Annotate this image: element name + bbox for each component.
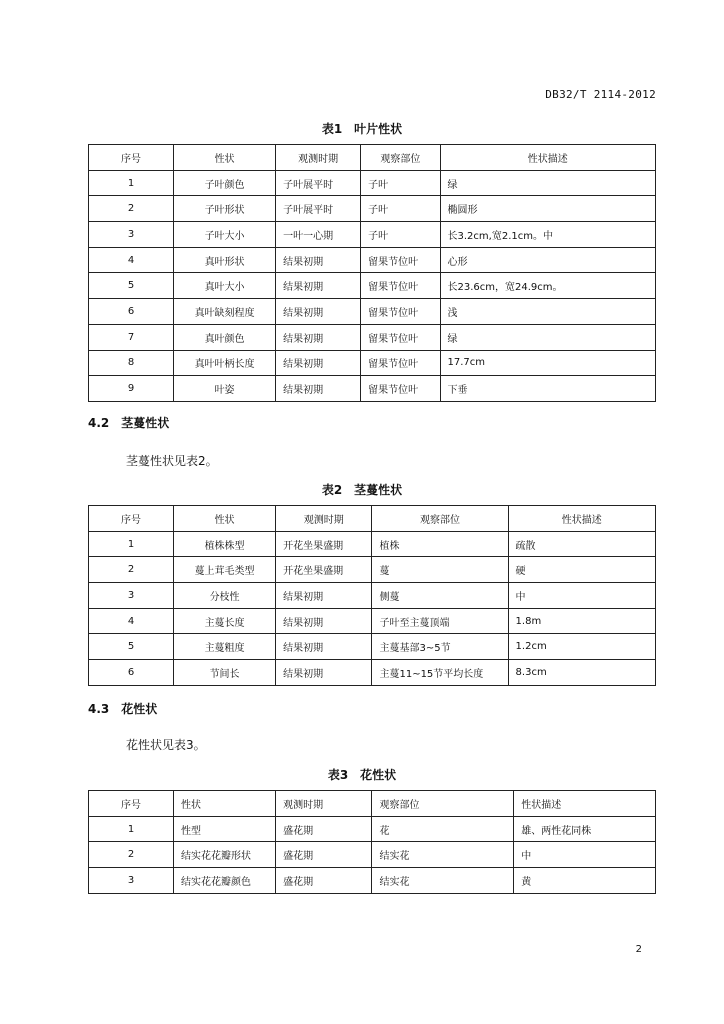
cell-description: 17.7cm xyxy=(440,350,655,376)
cell-description: 下垂 xyxy=(440,376,655,402)
table-header-row xyxy=(89,791,656,817)
column-header-observation-part: 观察部位 xyxy=(372,791,514,817)
cell-trait: 主蔓粗度 xyxy=(174,634,276,660)
table-row xyxy=(89,170,656,196)
cell-index: 4 xyxy=(89,608,174,634)
cell-index: 5 xyxy=(89,634,174,660)
cell-index: 5 xyxy=(89,273,174,299)
section-4-3-heading: 4.3 花性状 xyxy=(88,702,158,716)
cell-trait: 主蔓长度 xyxy=(174,608,276,634)
cell-observation-part: 子叶 xyxy=(361,222,440,248)
cell-observation-part: 子叶 xyxy=(361,196,440,222)
cell-observation-part: 植株 xyxy=(372,531,508,557)
table-row xyxy=(89,557,656,583)
cell-observation-part: 蔓 xyxy=(372,557,508,583)
leaf-traits-table xyxy=(88,144,656,402)
cell-description: 绿 xyxy=(440,170,655,196)
cell-trait: 子叶形状 xyxy=(174,196,276,222)
cell-description: 8.3cm xyxy=(508,660,655,686)
cell-trait: 蔓上茸毛类型 xyxy=(174,557,276,583)
cell-observation-period: 结果初期 xyxy=(276,299,361,325)
cell-observation-period: 盛花期 xyxy=(276,868,372,894)
table-row xyxy=(89,273,656,299)
cell-observation-period: 开花坐果盛期 xyxy=(276,531,372,557)
cell-observation-period: 结果初期 xyxy=(276,608,372,634)
column-header-index: 序号 xyxy=(89,506,174,532)
cell-trait: 真叶颜色 xyxy=(174,324,276,350)
page-number: 2 xyxy=(635,944,642,955)
cell-trait: 叶姿 xyxy=(174,376,276,402)
cell-index: 2 xyxy=(89,196,174,222)
column-header-observation-period: 观测时期 xyxy=(276,145,361,171)
cell-description: 心形 xyxy=(440,247,655,273)
cell-observation-part: 花 xyxy=(372,816,514,842)
table-row xyxy=(89,247,656,273)
column-header-trait: 性状 xyxy=(174,506,276,532)
cell-observation-period: 结果初期 xyxy=(276,350,361,376)
table-header-row xyxy=(89,145,656,171)
cell-index: 1 xyxy=(89,170,174,196)
cell-trait: 节间长 xyxy=(174,660,276,686)
section-4-2-text: 茎蔓性状见表2。 xyxy=(126,454,218,468)
column-header-trait: 性状 xyxy=(174,145,276,171)
cell-observation-part: 留果节位叶 xyxy=(361,324,440,350)
column-header-description: 性状描述 xyxy=(508,506,655,532)
table1-caption: 表1 叶片性状 xyxy=(321,122,403,136)
table2-caption: 表2 茎蔓性状 xyxy=(321,483,403,497)
table-row xyxy=(89,608,656,634)
section-4-2-heading: 4.2 茎蔓性状 xyxy=(88,416,170,430)
cell-index: 1 xyxy=(89,531,174,557)
cell-observation-period: 盛花期 xyxy=(276,842,372,868)
cell-trait: 真叶形状 xyxy=(174,247,276,273)
cell-index: 7 xyxy=(89,324,174,350)
section-4-3-text: 花性状见表3。 xyxy=(126,738,206,752)
cell-index: 2 xyxy=(89,842,174,868)
cell-description: 浅 xyxy=(440,299,655,325)
cell-observation-period: 结果初期 xyxy=(276,634,372,660)
column-header-observation-part: 观察部位 xyxy=(372,506,508,532)
cell-observation-part: 留果节位叶 xyxy=(361,273,440,299)
flower-traits-table xyxy=(88,790,656,894)
column-header-observation-period: 观测时期 xyxy=(276,791,372,817)
cell-observation-part: 留果节位叶 xyxy=(361,376,440,402)
cell-trait: 子叶大小 xyxy=(174,222,276,248)
cell-trait: 植株株型 xyxy=(174,531,276,557)
table-row xyxy=(89,196,656,222)
cell-observation-period: 结果初期 xyxy=(276,273,361,299)
cell-description: 中 xyxy=(514,842,656,868)
cell-description: 黄 xyxy=(514,868,656,894)
cell-index: 6 xyxy=(89,660,174,686)
table-row xyxy=(89,868,656,894)
column-header-index: 序号 xyxy=(89,791,174,817)
cell-index: 3 xyxy=(89,583,174,609)
cell-observation-part: 侧蔓 xyxy=(372,583,508,609)
cell-index: 3 xyxy=(89,222,174,248)
table-row xyxy=(89,634,656,660)
cell-description: 中 xyxy=(508,583,655,609)
table3-caption: 表3 花性状 xyxy=(327,768,397,782)
cell-observation-period: 结果初期 xyxy=(276,324,361,350)
cell-description: 长23.6cm，宽24.9cm。 xyxy=(440,273,655,299)
cell-description: 长3.2cm,宽2.1cm。中 xyxy=(440,222,655,248)
table-row xyxy=(89,842,656,868)
table-row xyxy=(89,376,656,402)
cell-description: 硬 xyxy=(508,557,655,583)
cell-observation-period: 开花坐果盛期 xyxy=(276,557,372,583)
cell-observation-period: 盛花期 xyxy=(276,816,372,842)
cell-index: 2 xyxy=(89,557,174,583)
cell-description: 椭圆形 xyxy=(440,196,655,222)
table-header-row xyxy=(89,506,656,532)
stem-traits-table xyxy=(88,505,656,686)
column-header-observation-part: 观察部位 xyxy=(361,145,440,171)
cell-index: 3 xyxy=(89,868,174,894)
table-row xyxy=(89,660,656,686)
table-row xyxy=(89,350,656,376)
document-code: DB32/T 2114-2012 xyxy=(545,88,656,101)
cell-observation-period: 结果初期 xyxy=(276,247,361,273)
cell-observation-part: 留果节位叶 xyxy=(361,350,440,376)
table-row xyxy=(89,583,656,609)
column-header-observation-period: 观测时期 xyxy=(276,506,372,532)
cell-observation-period: 一叶一心期 xyxy=(276,222,361,248)
column-header-description: 性状描述 xyxy=(514,791,656,817)
cell-trait: 真叶大小 xyxy=(174,273,276,299)
cell-observation-period: 结果初期 xyxy=(276,376,361,402)
cell-trait: 分枝性 xyxy=(174,583,276,609)
cell-index: 9 xyxy=(89,376,174,402)
cell-index: 1 xyxy=(89,816,174,842)
cell-trait: 真叶叶柄长度 xyxy=(174,350,276,376)
cell-observation-part: 结实花 xyxy=(372,842,514,868)
cell-description: 绿 xyxy=(440,324,655,350)
cell-description: 疏散 xyxy=(508,531,655,557)
cell-observation-part: 主蔓11~15节平均长度 xyxy=(372,660,508,686)
column-header-trait: 性状 xyxy=(174,791,276,817)
table-row xyxy=(89,816,656,842)
cell-observation-part: 子叶至主蔓顶端 xyxy=(372,608,508,634)
cell-observation-period: 子叶展平时 xyxy=(276,196,361,222)
cell-observation-part: 留果节位叶 xyxy=(361,247,440,273)
cell-observation-part: 结实花 xyxy=(372,868,514,894)
cell-trait: 真叶缺刻程度 xyxy=(174,299,276,325)
table-row xyxy=(89,299,656,325)
cell-trait: 性型 xyxy=(174,816,276,842)
cell-description: 1.2cm xyxy=(508,634,655,660)
cell-observation-period: 结果初期 xyxy=(276,583,372,609)
cell-observation-part: 子叶 xyxy=(361,170,440,196)
column-header-index: 序号 xyxy=(89,145,174,171)
column-header-description: 性状描述 xyxy=(440,145,655,171)
cell-index: 4 xyxy=(89,247,174,273)
table-row xyxy=(89,531,656,557)
cell-trait: 结实花花瓣颜色 xyxy=(174,868,276,894)
cell-description: 1.8m xyxy=(508,608,655,634)
cell-trait: 子叶颜色 xyxy=(174,170,276,196)
cell-trait: 结实花花瓣形状 xyxy=(174,842,276,868)
cell-observation-part: 留果节位叶 xyxy=(361,299,440,325)
cell-observation-part: 主蔓基部3~5节 xyxy=(372,634,508,660)
table-row xyxy=(89,222,656,248)
cell-observation-period: 结果初期 xyxy=(276,660,372,686)
table-row xyxy=(89,324,656,350)
cell-observation-period: 子叶展平时 xyxy=(276,170,361,196)
cell-index: 8 xyxy=(89,350,174,376)
cell-index: 6 xyxy=(89,299,174,325)
cell-description: 雄、两性花同株 xyxy=(514,816,656,842)
